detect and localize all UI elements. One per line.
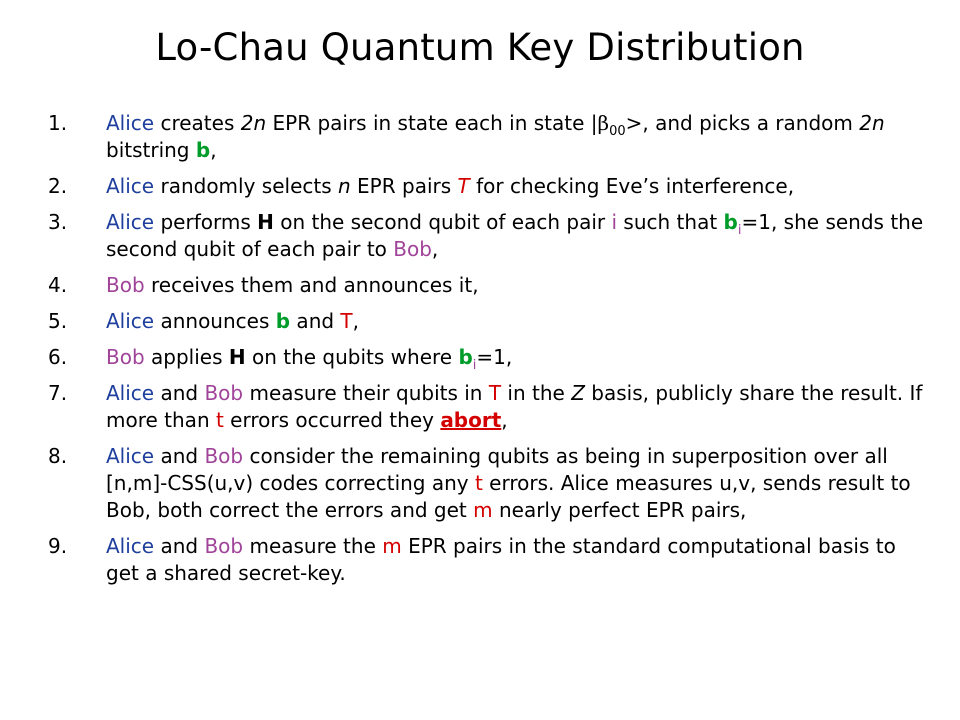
step-text-run: randomly selects xyxy=(154,174,338,198)
step-text-run: and xyxy=(290,309,341,333)
step-text-run: on the qubits where xyxy=(245,345,459,369)
step-text-run: announces xyxy=(154,309,276,333)
step-text-run: m xyxy=(473,498,493,522)
step-text-run: Alice xyxy=(106,534,155,558)
step-text-run: basis, publicly share the result. If more than xyxy=(106,381,923,432)
step-number: 7. xyxy=(48,381,68,405)
step-text-run: receives them and announces it, xyxy=(144,273,479,297)
step-text-run: , xyxy=(431,237,439,261)
step-text-run: consider the remaining qubits as being in superposition over all [n,m]-CSS(u,v) codes correcting any xyxy=(106,444,888,495)
step-text-run: b xyxy=(723,210,738,234)
step-text-run: i xyxy=(737,223,742,238)
step-text-run: m xyxy=(382,534,402,558)
step-text-run: H xyxy=(257,210,274,234)
step-text xyxy=(106,443,928,524)
protocol-step xyxy=(48,380,928,434)
step-text-run: , xyxy=(352,309,359,333)
step-text-run: abort xyxy=(440,408,502,432)
step-text-run: Alice xyxy=(106,174,155,198)
step-text-run: Bob xyxy=(204,381,244,405)
step-text-run: =1, she sends the second qubit of each pair to xyxy=(106,210,924,261)
step-text-run: 2n xyxy=(859,111,885,135)
step-text-run: Alice xyxy=(106,210,155,234)
step-text-run: and xyxy=(154,381,205,405)
step-text-run: errors occurred they xyxy=(223,408,441,432)
step-text-run: Alice xyxy=(106,309,155,333)
step-text-run: t xyxy=(474,471,483,495)
step-text-run: and xyxy=(154,444,205,468)
protocol-step xyxy=(48,173,928,200)
step-text xyxy=(106,533,928,587)
step-text-run: measure their qubits in xyxy=(243,381,489,405)
step-text-run: on the second qubit of each pair xyxy=(273,210,612,234)
step-number: 9. xyxy=(48,534,68,558)
step-text xyxy=(106,272,928,299)
step-text-run: i xyxy=(472,358,477,373)
step-text-run: and xyxy=(154,534,205,558)
step-text-run: , xyxy=(501,408,508,432)
step-text-run: H xyxy=(228,345,246,369)
step-text-run: Alice xyxy=(106,381,155,405)
step-text-run: t xyxy=(215,408,224,432)
step-text-run: =1, xyxy=(476,345,513,369)
step-number: 5. xyxy=(48,309,68,333)
step-number: 4. xyxy=(48,273,68,297)
step-text-run: errors. Alice measures u,v, sends result to Bob, both correct the errors and get xyxy=(106,471,911,522)
step-text-run: i xyxy=(611,210,618,234)
step-text-run: 00 xyxy=(609,124,626,139)
step-text-run: EPR pairs in the standard computational basis to get a shared secret-key. xyxy=(106,534,896,585)
protocol-step-list xyxy=(48,110,928,596)
step-text-run: Bob xyxy=(204,444,244,468)
step-text-run: 2n xyxy=(240,111,267,135)
step-text-run: T xyxy=(488,381,502,405)
protocol-step xyxy=(48,308,928,335)
step-text xyxy=(106,308,928,335)
step-text-run: in the xyxy=(501,381,572,405)
protocol-step xyxy=(48,272,928,299)
step-text xyxy=(106,380,928,434)
protocol-step xyxy=(48,110,928,164)
step-text-run: bitstring xyxy=(106,138,196,162)
step-text-run: EPR pairs in state each in state | xyxy=(266,111,598,135)
step-text-run: Bob xyxy=(393,237,432,261)
step-text-run: measure the xyxy=(243,534,383,558)
step-text xyxy=(106,344,928,371)
step-number: 1. xyxy=(48,111,68,135)
step-text-run: Bob xyxy=(106,273,145,297)
step-text-run: Alice xyxy=(106,444,155,468)
step-text-run: performs xyxy=(154,210,258,234)
step-text-run: T xyxy=(340,309,353,333)
step-text-run: nearly perfect EPR pairs, xyxy=(492,498,747,522)
step-text xyxy=(106,209,928,263)
protocol-step xyxy=(48,209,928,263)
step-number: 8. xyxy=(48,444,68,468)
step-text-run: , xyxy=(210,138,217,162)
step-text-run: Alice xyxy=(106,111,155,135)
protocol-step xyxy=(48,533,928,587)
step-text-run: creates xyxy=(154,111,241,135)
step-text-run: b xyxy=(195,138,211,162)
step-text-run: b xyxy=(458,345,473,369)
step-text-run: EPR pairs xyxy=(350,174,458,198)
step-text xyxy=(106,110,928,164)
step-number: 6. xyxy=(48,345,68,369)
step-text-run: b xyxy=(275,309,291,333)
step-number: 2. xyxy=(48,174,68,198)
step-text-run: n xyxy=(338,174,351,198)
protocol-step xyxy=(48,443,928,524)
step-text-run: Bob xyxy=(204,534,244,558)
step-text-run: applies xyxy=(144,345,229,369)
step-number: 3. xyxy=(48,210,68,234)
protocol-step xyxy=(48,344,928,371)
step-text-run: >, and picks a random xyxy=(625,111,860,135)
step-text-run: T xyxy=(457,174,470,198)
step-text-run: such that xyxy=(617,210,724,234)
step-text xyxy=(106,173,928,200)
step-text-run: for checking Eve’s interference, xyxy=(469,174,795,198)
slide-title: Lo-Chau Quantum Key Distribution xyxy=(155,26,805,69)
step-text-run: β xyxy=(597,111,610,135)
step-text-run: Bob xyxy=(106,345,145,369)
step-text-run: Z xyxy=(571,381,585,405)
